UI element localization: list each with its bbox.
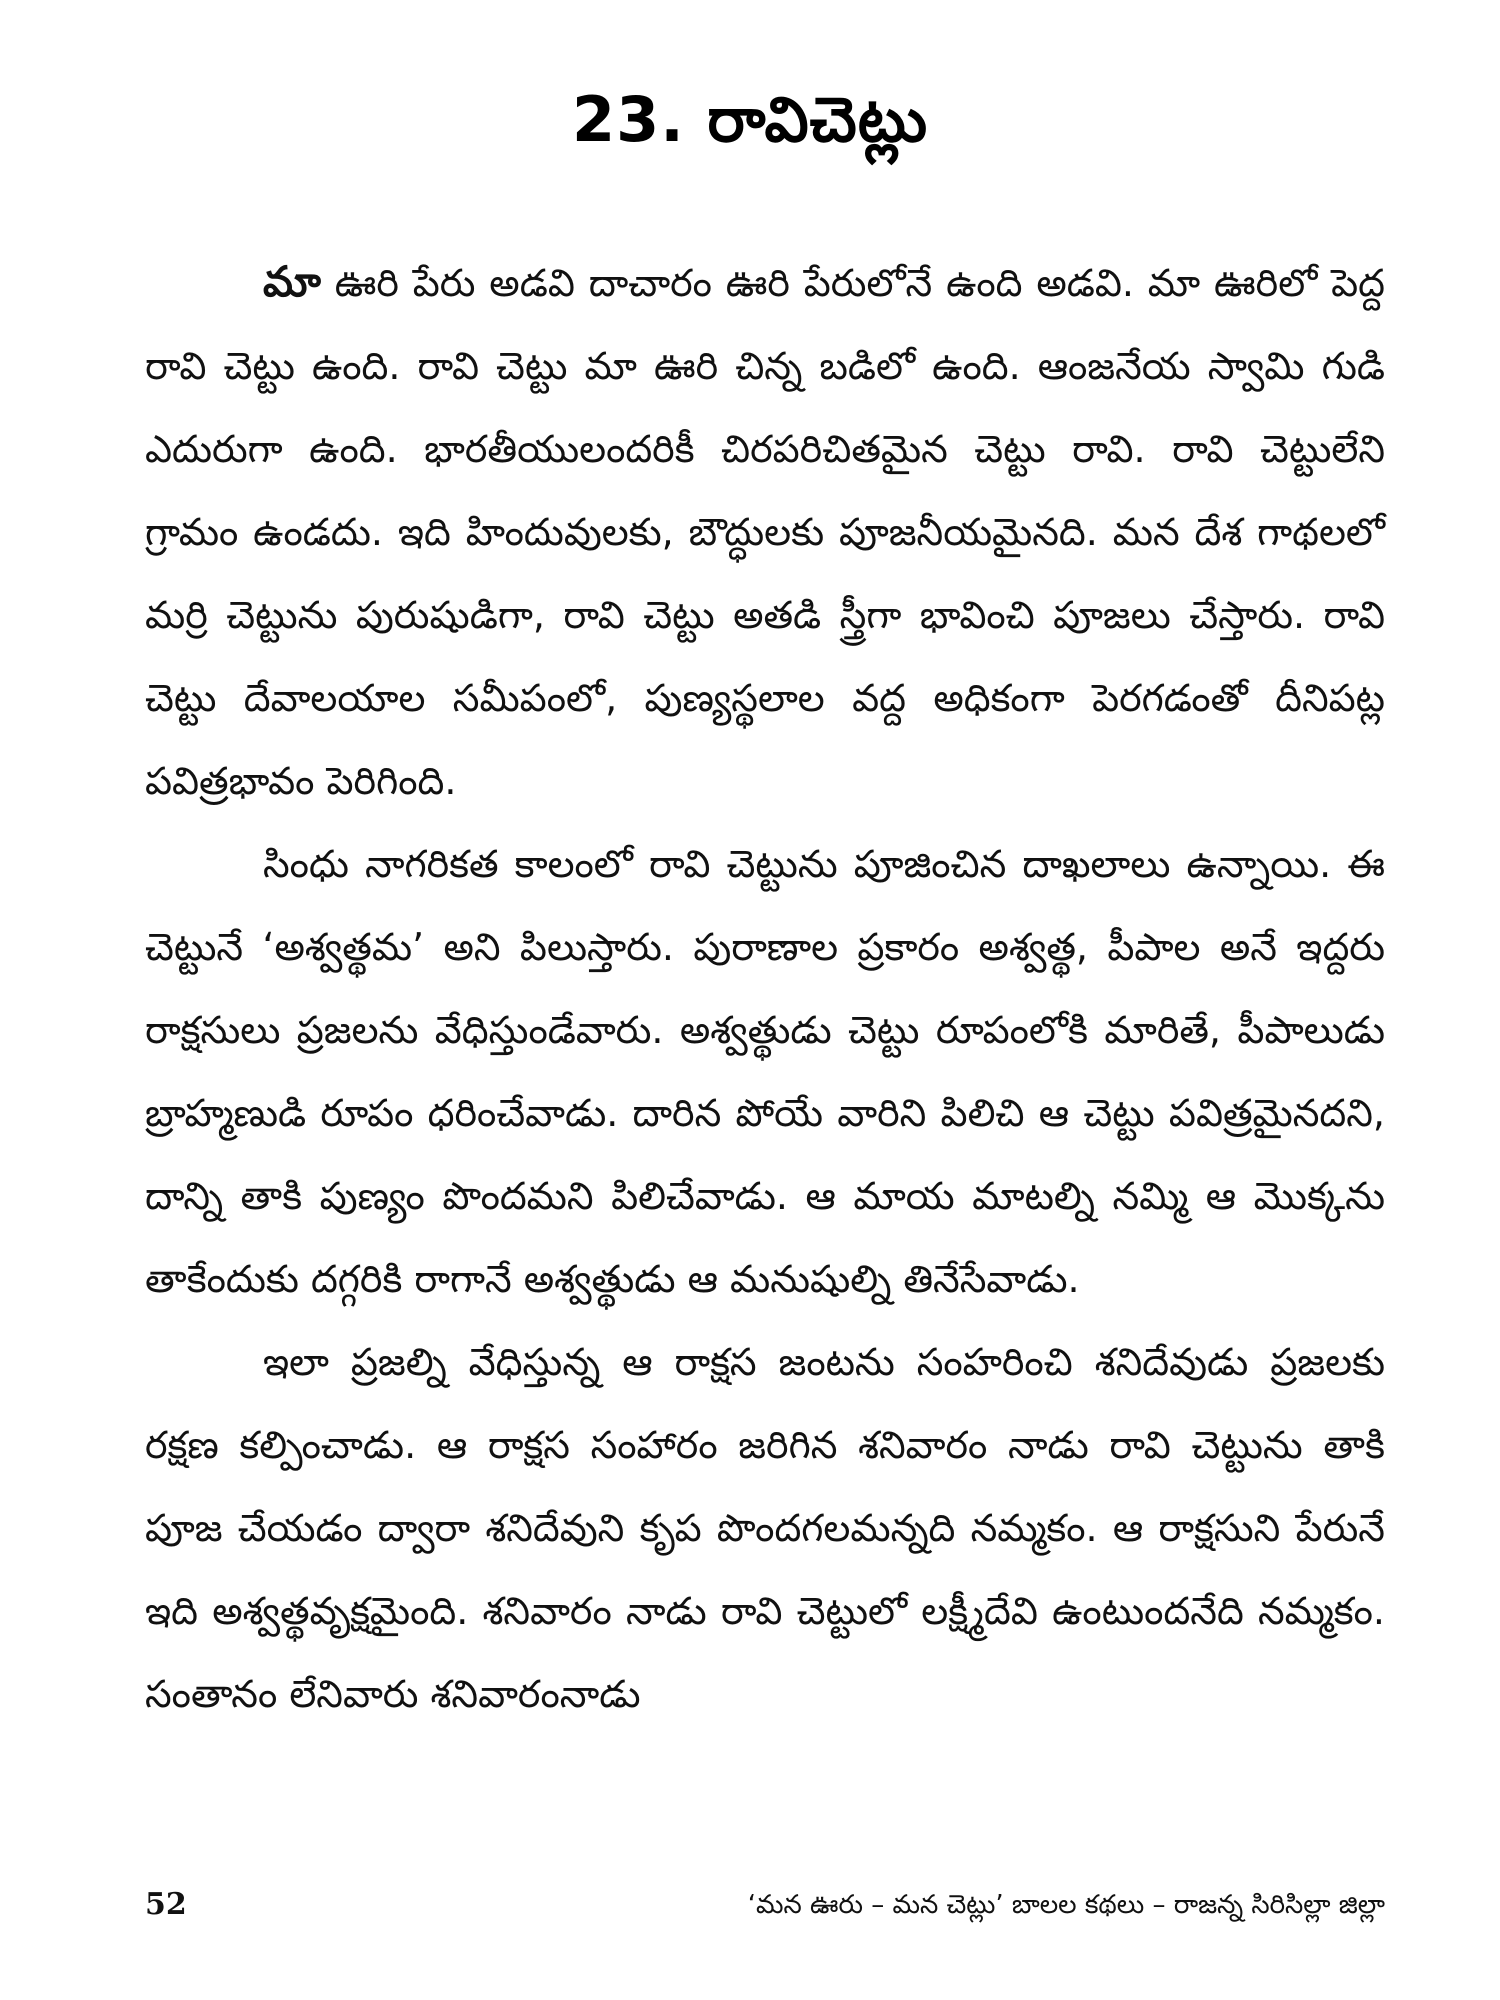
- paragraph-3-text: ఇలా ప్రజల్ని వేధిస్తున్న ఆ రాక్షస జంటను సంహరించి శనిదేవుడు ప్రజలకు రక్షణ కల్పించాడు. ఆ రాక్షస సంహారం జరిగిన శనివారం నాడు రావి చెట్టును తాకి పూజ చేయడం ద్వారా శనిదేవుని కృప పొందగలమన్నది నమ్మకం. ఆ రాక్షసుని పేరునే ఇది అశ్వత్థవృక్షమైంది. శనివారం నాడు రావి చెట్టులో లక్ష్మీదేవి ఉంటుందనేది నమ్మకం. సంతానం లేనివారు శనివారంనాడు: [145, 1340, 1385, 1716]
- paragraph-1-text: ఊరి పేరు అడవి దాచారం ఊరి పేరులోనే ఉంది అడవి. మా ఊరిలో పెద్ద రావి చెట్టు ఉంది. రావి చెట్టు మా ఊరి చిన్న బడిలో ఉంది. ఆంజనేయ స్వామి గుడి ఎదురుగా ఉంది. భారతీయులందరికీ చిరపరిచితమైన చెట్టు రావి. రావి చెట్టులేని గ్రామం ఉండదు. ఇది హిందువులకు, బౌద్ధులకు పూజనీయమైనది. మన దేశ గాథలలో మర్రి చెట్టును పురుషుడిగా, రావి చెట్టు అతడి స్త్రీగా భావించి పూజలు చేస్తారు. రావి చెట్టు దేవాలయాల సమీపంలో, పుణ్యస్థలాల వద్ద అధికంగా పెరగడంతో దీనిపట్ల పవిత్రభావం పెరిగింది.: [145, 261, 1385, 803]
- paragraph-1: [145, 240, 1385, 823]
- paragraph-1-lead-word: మా: [263, 257, 321, 306]
- chapter-title: 23. రావిచెట్లు: [571, 82, 929, 156]
- paragraph-2-text: సింధు నాగరికత కాలంలో రావి చెట్టును పూజించిన దాఖలాలు ఉన్నాయి. ఈ చెట్టునే ‘అశ్వత్థమ’ అని పిలుస్తారు. పురాణాల ప్రకారం అశ్వత్థ, పీపాల అనే ఇద్దరు రాక్షసులు ప్రజలను వేధిస్తుండేవారు. అశ్వత్థుడు చెట్టు రూపంలోకి మారితే, పీపాలుడు బ్రాహ్మణుడి రూపం ధరించేవాడు. దారిన పోయే వారిని పిలిచి ఆ చెట్టు పవిత్రమైనదని, దాన్ని తాకి పుణ్యం పొందమని పిలిచేవాడు. ఆ మాయ మాటల్ని నమ్మి ఆ మొక్కను తాకేందుకు దగ్గరికి రాగానే అశ్వత్థుడు ఆ మనుషుల్ని తినేసేవాడు.: [145, 842, 1385, 1301]
- paragraph-3: [145, 1321, 1385, 1736]
- page-footer: [145, 1880, 1385, 1930]
- chapter-body: [145, 240, 1385, 1736]
- page-number: 52: [145, 1887, 187, 1922]
- paragraph-2: [145, 823, 1385, 1321]
- running-footer-text: ‘మన ఊరు – మన చెట్లు’ బాలల కథలు – రాజన్న సిరిసిల్లా జిల్లా: [747, 1890, 1385, 1920]
